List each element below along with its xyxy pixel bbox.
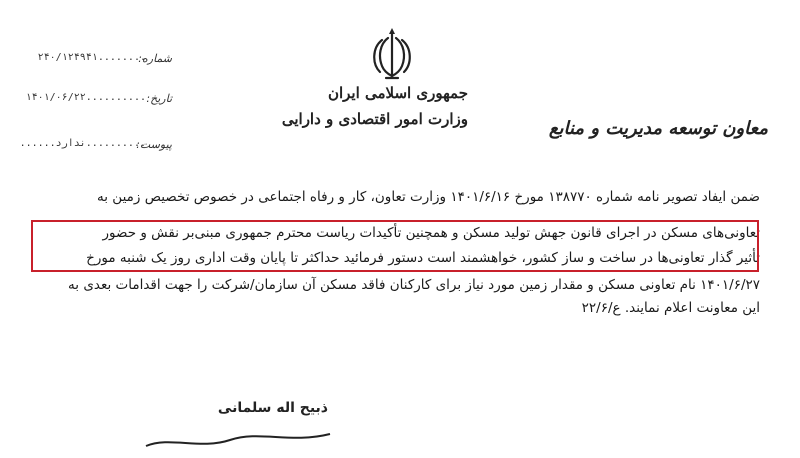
country-name: جمهوری اسلامی ایران	[327, 84, 468, 102]
body-line-4: ۱۴۰۱/۶/۲۷ نام تعاونی مسکن و مقدار زمین مورد نیاز برای کارکنان فاقد مسکن آن سازمان/شرکت را جهت اقدامات بعدی به	[68, 277, 760, 293]
body-line-3: تأثیر گذار تعاونی‌ها در ساخت و ساز کشور، خواهشمند است دستور فرمائید حداکثر تا پایان وقت اداری روز یک شنبه مورخ	[86, 250, 760, 266]
date-value: ..........۱۴۰۱/۰۶/۲۲	[25, 92, 146, 103]
body-line-2: تعاونی‌های مسکن در اجرای قانون جهش تولید مسکن و همچنین تأکیدات ریاست محترم جمهوری مبنی‌بر نقش و حضور	[102, 225, 760, 241]
letter-number	[32, 52, 172, 68]
ministry-name: وزارت امور اقتصادی و دارایی	[281, 110, 468, 128]
signature-scribble	[140, 406, 340, 458]
attachment-label: پیوست:	[136, 138, 172, 151]
deputy-title: معاون توسعه مدیریت و منابع	[548, 118, 768, 139]
number-label: شماره:	[138, 52, 172, 65]
attachment-value: ..........ندارد......	[19, 138, 146, 149]
iran-emblem-icon	[368, 28, 416, 84]
body-line-5: این معاونت اعلام نمایند. ع/۲۲/۶	[581, 300, 760, 316]
date-label: تاریخ:	[146, 92, 172, 105]
highlight-box	[31, 220, 759, 272]
signatory-name: ذبیح اله سلمانی	[217, 400, 328, 416]
letter-date	[25, 92, 172, 108]
number-value: ........۲۴۰/۱۲۴۹۴۱	[37, 52, 146, 63]
body-line-1: ضمن ایفاد تصویر نامه شماره ۱۳۸۷۷۰ مورخ ۱۴۰۱/۶/۱۶ وزارت تعاون، کار و رفاه اجتماعی در خصوص تخصیص زمین به	[97, 189, 760, 205]
letter-attachment	[19, 138, 172, 154]
